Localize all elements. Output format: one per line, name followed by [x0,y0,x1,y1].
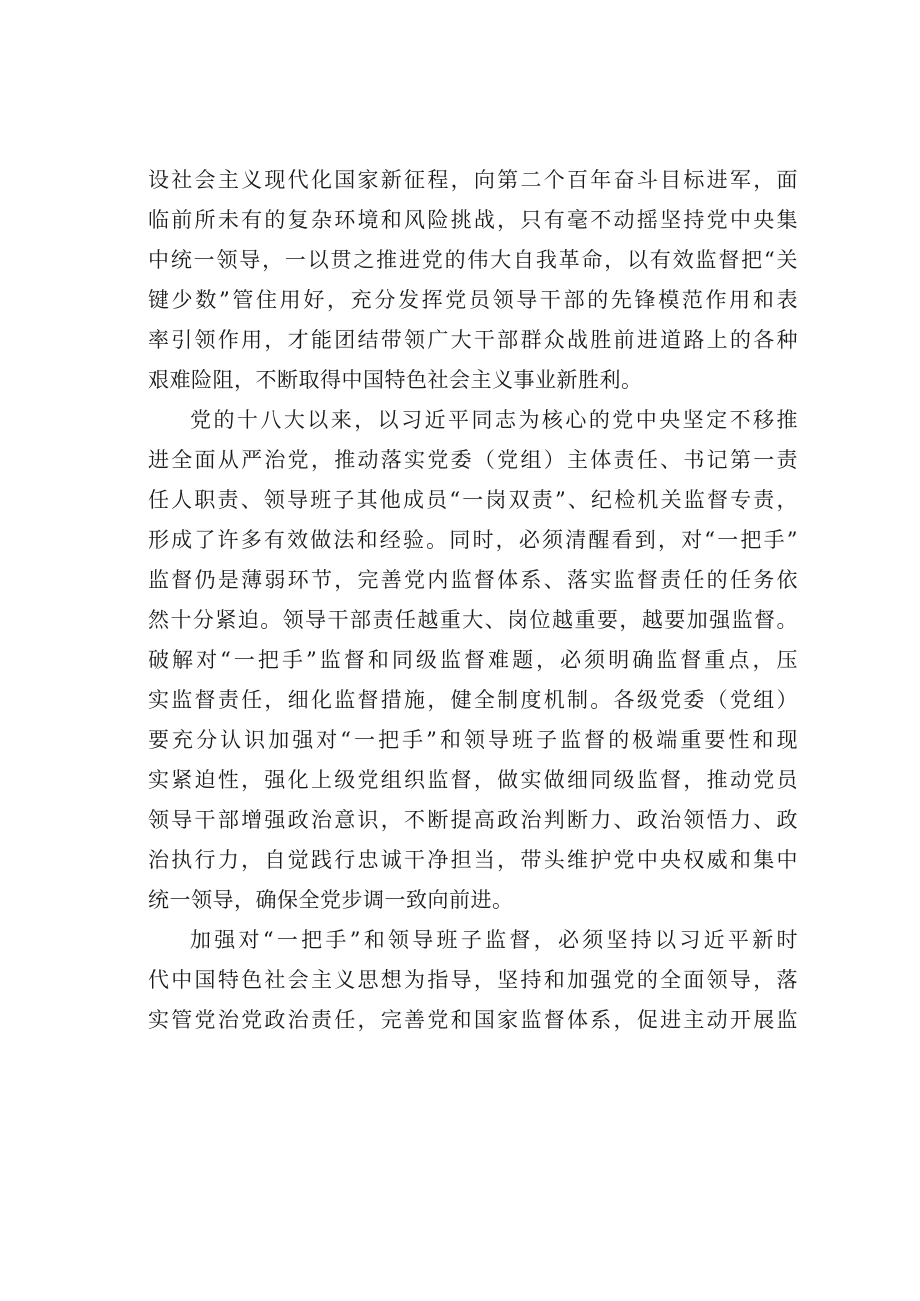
paragraph-1 [148,160,798,400]
text-line: 键少数”管住用好，充分发挥党员领导干部的先锋模范作用和表 [148,288,798,312]
text-line: 实监督责任，细化监督措施，健全制度机制。各级党委（党组） [148,688,798,712]
text-line: 加强对“一把手”和领导班子监督，必须坚持以习近平新时 [190,928,798,952]
text-line: 代中国特色社会主义思想为指导，坚持和加强党的全面领导，落 [148,968,798,992]
text-line: 要充分认识加强对“一把手”和领导班子监督的极端重要性和现 [148,728,798,752]
paragraph-2 [148,400,798,920]
text-line: 实管党治党政治责任，完善党和国家监督体系，促进主动开展监 [148,1008,798,1032]
text-line: 然十分紧迫。领导干部责任越重大、岗位越重要，越要加强监督。 [148,608,798,632]
document-body [148,160,798,1040]
text-line: 形成了许多有效做法和经验。同时，必须清醒看到，对“一把手” [148,528,798,552]
text-line: 监督仍是薄弱环节，完善党内监督体系、落实监督责任的任务依 [148,568,798,592]
text-line: 设社会主义现代化国家新征程，向第二个百年奋斗目标进军，面 [148,168,798,192]
text-line: 破解对“一把手”监督和同级监督难题，必须明确监督重点，压 [148,648,798,672]
paragraph-3 [148,920,798,1040]
text-line: 艰难险阻，不断取得中国特色社会主义事业新胜利。 [148,368,643,392]
text-line: 治执行力，自觉践行忠诚干净担当，带头维护党中央权威和集中 [148,848,798,872]
text-line: 中统一领导，一以贯之推进党的伟大自我革命，以有效监督把“关 [148,248,798,272]
text-line: 临前所未有的复杂环境和风险挑战，只有毫不动摇坚持党中央集 [148,208,798,232]
text-line: 统一领导，确保全党步调一致向前进。 [148,888,514,912]
text-line: 进全面从严治党，推动落实党委（党组）主体责任、书记第一责 [148,448,798,472]
text-line: 率引领作用，才能团结带领广大干部群众战胜前进道路上的各种 [148,328,798,352]
text-line: 任人职责、领导班子其他成员“一岗双责”、纪检机关监督专责， [148,488,798,512]
text-line: 党的十八大以来，以习近平同志为核心的党中央坚定不移推 [190,408,798,432]
text-line: 实紧迫性，强化上级党组织监督，做实做细同级监督，推动党员 [148,768,798,792]
text-line: 领导干部增强政治意识，不断提高政治判断力、政治领悟力、政 [148,808,798,832]
